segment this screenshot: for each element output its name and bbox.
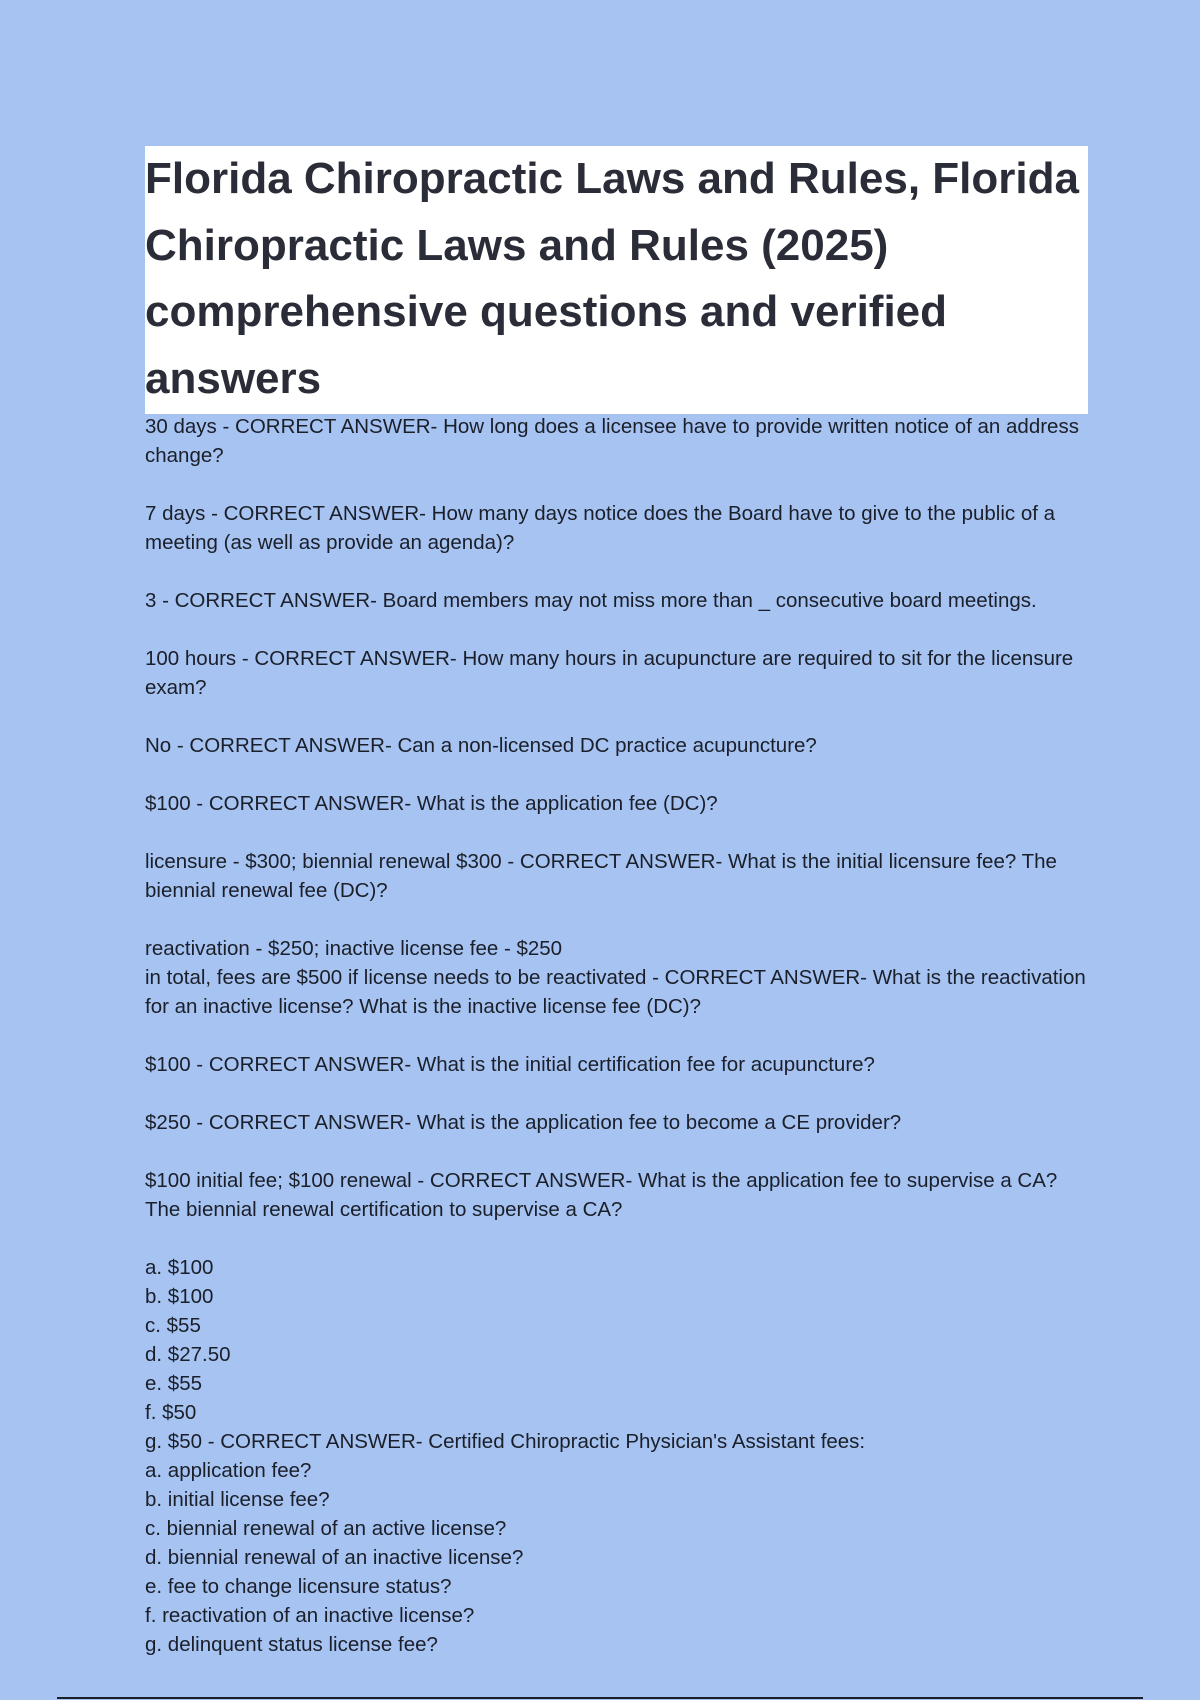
qa-item: 7 days - CORRECT ANSWER- How many days notice does the Board have to give to the public of a meeting (as well as provide an agenda)? xyxy=(145,502,1056,554)
qa-item: $100 - CORRECT ANSWER- What is the initial certification fee for acupuncture? xyxy=(145,1053,875,1076)
list-item: d. $27.50 xyxy=(145,1343,231,1366)
title-box xyxy=(145,146,1088,414)
qa-item: licensure - $300; biennial renewal $300 - CORRECT ANSWER- What is the initial licensure fee? The biennial renewal fee (DC)? xyxy=(145,850,1057,902)
list-item: f. reactivation of an inactive license? xyxy=(145,1604,475,1627)
qa-item: $250 - CORRECT ANSWER- What is the application fee to become a CE provider? xyxy=(145,1111,902,1134)
list-item: b. $100 xyxy=(145,1285,214,1308)
list-item: c. $55 xyxy=(145,1314,201,1337)
qa-item: $100 - CORRECT ANSWER- What is the application fee (DC)? xyxy=(145,792,718,815)
qa-item: reactivation - $250; inactive license fee - $250 in total, fees are $500 if license needs to be reactivated - CORRECT ANSWER- What is the reactivation for an inactive license? What is the inactive license fee (DC)? xyxy=(145,937,1086,1018)
list-item: b. initial license fee? xyxy=(145,1488,330,1511)
list-item: a. $100 xyxy=(145,1256,214,1279)
qa-item: No - CORRECT ANSWER- Can a non-licensed DC practice acupuncture? xyxy=(145,734,817,757)
list-item: g. delinquent status license fee? xyxy=(145,1633,438,1656)
qa-item: 3 - CORRECT ANSWER- Board members may not miss more than _ consecutive board meetings. xyxy=(145,589,1037,612)
list-item: g. $50 - CORRECT ANSWER- Certified Chiropractic Physician's Assistant fees: xyxy=(145,1430,866,1453)
page-bottom-rule xyxy=(57,1697,1143,1699)
qa-item: 30 days - CORRECT ANSWER- How long does a licensee have to provide written notice of an address change? xyxy=(145,415,1079,467)
list-item: e. fee to change licensure status? xyxy=(145,1575,452,1598)
list-item: e. $55 xyxy=(145,1372,202,1395)
list-item: c. biennial renewal of an active license? xyxy=(145,1517,507,1540)
fee-list xyxy=(145,1253,1095,1659)
document-body xyxy=(145,412,1095,1659)
list-item: a. application fee? xyxy=(145,1459,312,1482)
document-title: Florida Chiropractic Laws and Rules, Florida Chiropractic Laws and Rules (2025) comprehensive questions and verified answers xyxy=(145,154,1079,403)
qa-item: $100 initial fee; $100 renewal - CORRECT ANSWER- What is the application fee to supervise a CA? The biennial renewal certification to supervise a CA? xyxy=(145,1169,1058,1221)
qa-item: 100 hours - CORRECT ANSWER- How many hours in acupuncture are required to sit for the licensure exam? xyxy=(145,647,1074,699)
list-item: f. $50 xyxy=(145,1401,197,1424)
list-item: d. biennial renewal of an inactive license? xyxy=(145,1546,524,1569)
